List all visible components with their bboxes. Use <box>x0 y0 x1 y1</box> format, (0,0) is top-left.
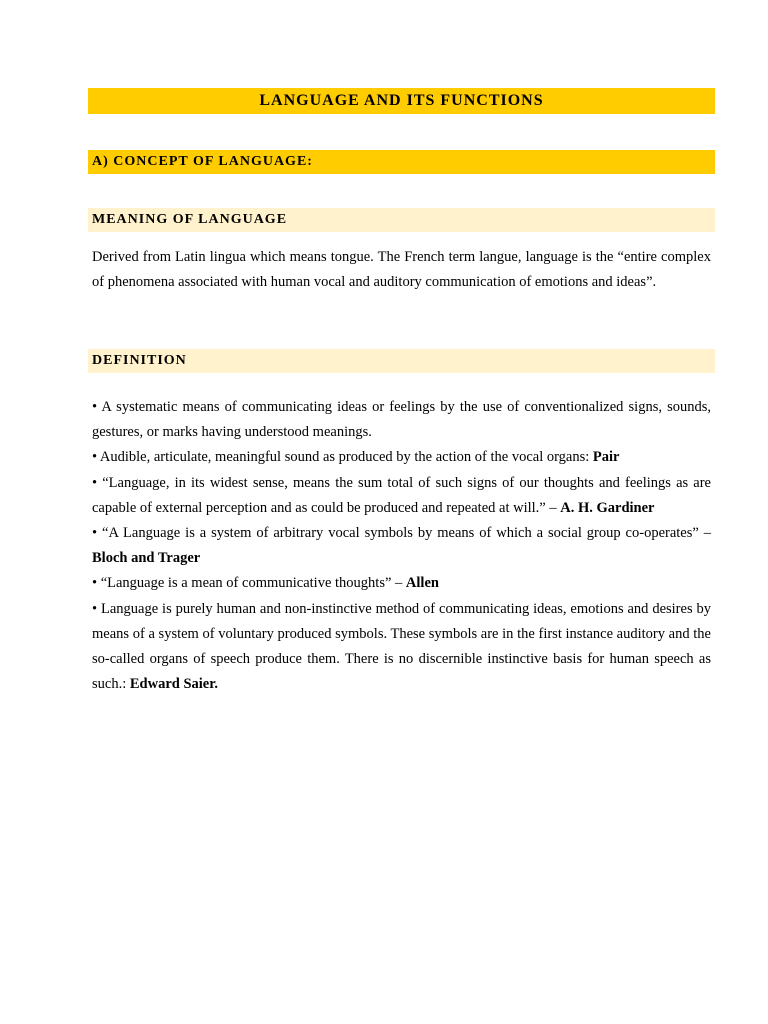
definition-author: Allen <box>405 575 439 592</box>
definition-author: A. H. Gardiner <box>560 499 655 516</box>
definition-item: • “A Language is a system of arbitrary vocal symbols by means of which a social group co-operates” – Bloch and Trager <box>92 525 711 567</box>
meaning-paragraph: Derived from Latin lingua which means tongue. The French term langue, language is the “entire complex of phenomena associated with human vocal and auditory communication of emotions and ideas”. <box>92 249 711 291</box>
definition-item: • Language is purely human and non-instinctive method of communicating ideas, emotions and desires by means of a system of voluntary produced symbols. These symbols are in the first instance auditory and the so-called organs of speech produce them. There is no discernible instinctive basis for human speech as such.: Edward Saier. <box>92 600 711 693</box>
definition-list <box>92 395 711 697</box>
document-title: LANGUAGE AND ITS FUNCTIONS <box>88 88 715 114</box>
section-heading: A) CONCEPT OF LANGUAGE: <box>88 150 715 174</box>
definition-item: • “Language, in its widest sense, means the sum total of such signs of our thoughts and feelings as are capable of external perception and as could be produced and repeated at will.” – A. H. Gardiner <box>92 474 711 516</box>
definition-item: • Audible, articulate, meaningful sound as produced by the action of the vocal organs: Pair <box>92 449 620 466</box>
meaning-heading: MEANING OF LANGUAGE <box>88 208 715 232</box>
definition-heading: DEFINITION <box>88 349 715 373</box>
definition-item: • A systematic means of communicating ideas or feelings by the use of conventionalized signs, sounds, gestures, or marks having understood meanings. <box>92 399 711 441</box>
definition-item: • “Language is a mean of communicative thoughts” – Allen <box>92 575 439 592</box>
definition-author: Pair <box>592 449 620 466</box>
definition-author: Edward Saier. <box>129 676 218 693</box>
definition-author: Bloch and Trager <box>92 550 201 567</box>
